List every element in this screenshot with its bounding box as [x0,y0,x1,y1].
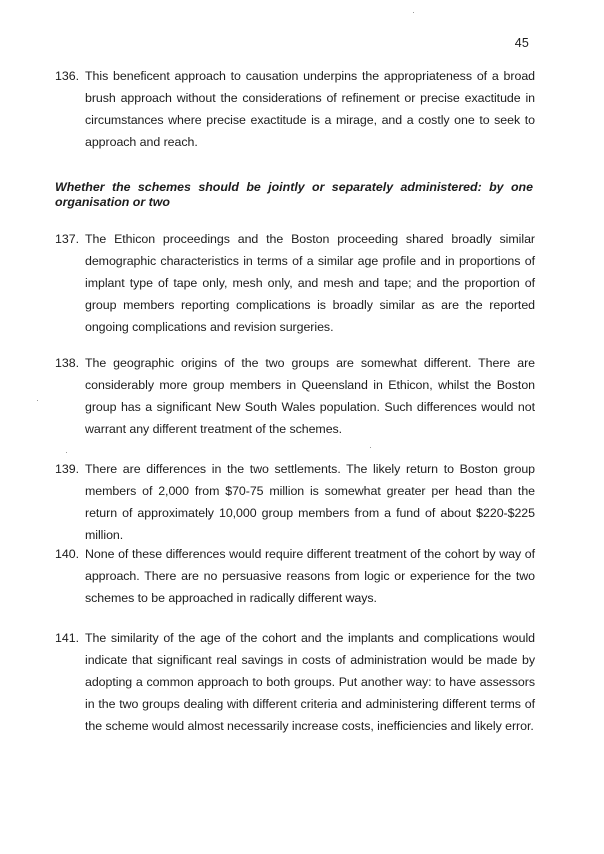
paragraph-number: 138. [55,356,80,370]
paragraph-141 [55,628,535,738]
paragraph-text: The Ethicon proceedings and the Boston proceeding shared broadly similar demographic characteristics in terms of a similar age profile and in proportions of implant type of tape only, mesh only, and mesh and tape; and the proportion of group members reporting complications is broadly similar as are the reported ongoing complications and revision surgeries. [85,232,535,334]
scan-speck [66,452,67,453]
paragraph-140 [55,544,535,610]
paragraph-text: This beneficent approach to causation underpins the appropriateness of a broad brush approach without the considerations of refinement or precise exactitude in circumstances where precise exactitude is a mirage, and a costly one to seek to approach and reach. [85,69,535,149]
paragraph-text: The similarity of the age of the cohort and the implants and complications would indicate that significant real savings in costs of administration would be made by adopting a common approach to both groups. Put another way: to have assessors in the two groups dealing with different criteria and administering different terms of the scheme would almost necessarily increase costs, inefficiencies and likely error. [85,631,535,733]
paragraph-number: 140. [55,547,80,561]
scan-speck [413,12,414,13]
paragraph-number: 137. [55,232,80,246]
paragraph-number: 141. [55,631,80,645]
paragraph-text: None of these differences would require different treatment of the cohort by way of approach. There are no persuasive reasons from logic or experience for the two schemes to be approached in radically different ways. [85,547,535,605]
scan-speck [37,400,38,401]
paragraph-text: The geographic origins of the two groups are somewhat different. There are considerably more group members in Queensland in Ethicon, whilst the Boston group has a significant New South Wales population. Such differences would not warrant any different treatment of the schemes. [85,356,535,436]
paragraph-text: There are differences in the two settlements. The likely return to Boston group members of 2,000 from $70-75 million is somewhat greater per head than the return of approximately 10,000 group members from a fund of about $220-$225 million. [85,462,535,542]
paragraph-number: 136. [55,69,80,83]
paragraph-137 [55,229,535,339]
paragraph-139 [55,459,535,547]
paragraph-136 [55,66,535,154]
paragraph-number: 139. [55,462,80,476]
section-heading: Whether the schemes should be jointly or separately administered: by one organisation or two [55,180,533,209]
page-number: 45 [514,36,529,50]
scan-speck [370,447,371,448]
paragraph-138 [55,353,535,441]
